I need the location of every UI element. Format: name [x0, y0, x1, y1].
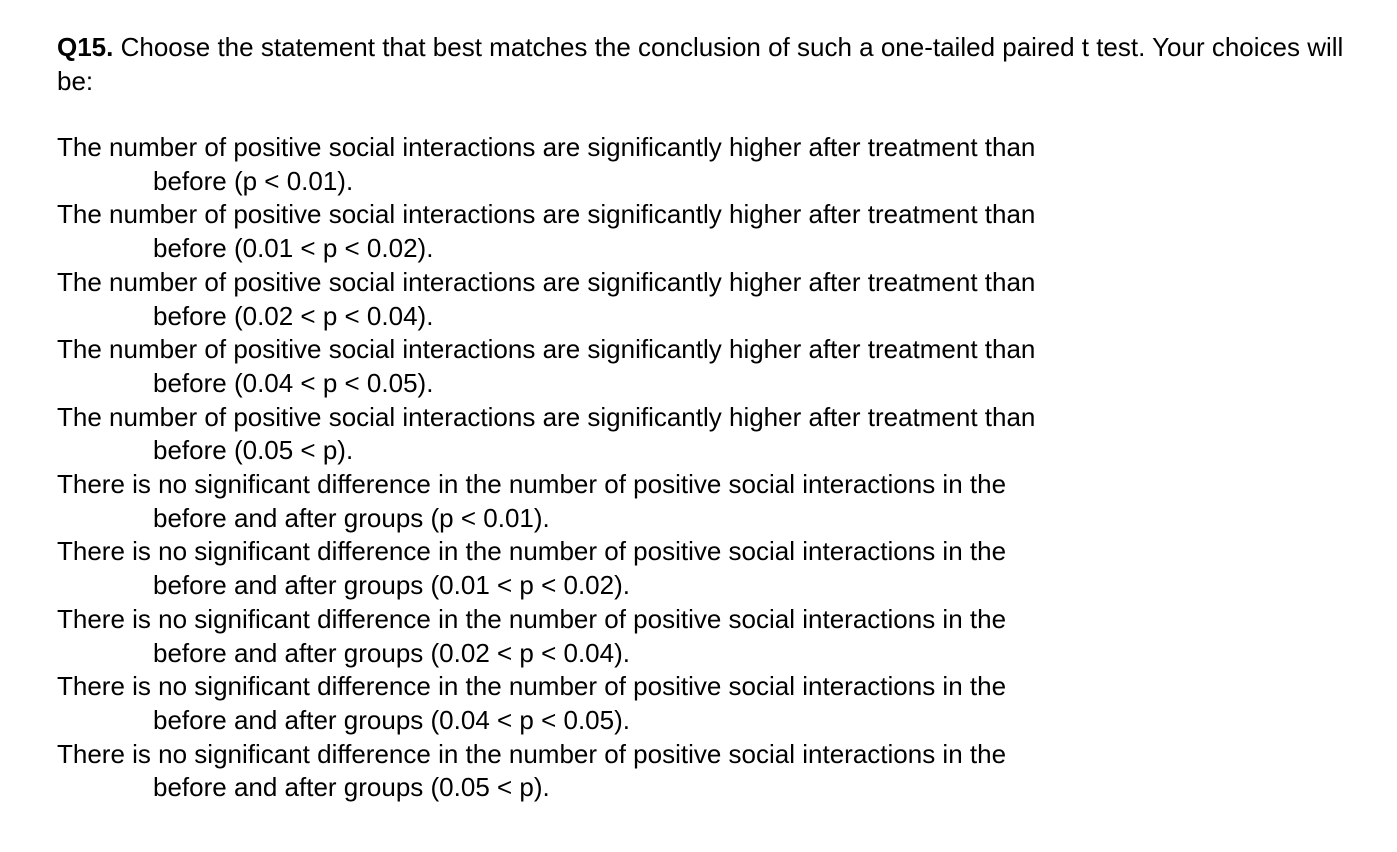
choice-item [57, 670, 1263, 737]
choice-line-2: before and after groups (0.01 < p < 0.02). [153, 570, 630, 601]
choice-line-2: before (0.04 < p < 0.05). [153, 367, 434, 398]
question-prompt: Choose the statement that best matches the conclusion of such a one-tailed paired t test. Your choices will be: [57, 32, 1344, 96]
choice-item [57, 738, 1263, 805]
choice-line-2: before (p < 0.01). [153, 165, 354, 196]
choice-item [57, 603, 1263, 670]
choice-line-1: There is no significant difference in the number of positive social interactions in the [57, 738, 1007, 769]
document-page [57, 30, 1377, 805]
choice-line-1: There is no significant difference in the number of positive social interactions in the [57, 536, 1007, 567]
choice-line-1: There is no significant difference in the number of positive social interactions in the [57, 603, 1007, 634]
choice-line-2: before (0.02 < p < 0.04). [153, 300, 434, 331]
choice-line-1: The number of positive social interactions are significantly higher after treatment than [57, 334, 1036, 365]
choice-item [57, 535, 1263, 602]
choice-line-1: There is no significant difference in the number of positive social interactions in the [57, 671, 1007, 702]
choice-line-1: The number of positive social interactions are significantly higher after treatment than [57, 132, 1036, 162]
choice-line-1: There is no significant difference in the number of positive social interactions in the [57, 469, 1007, 500]
choice-item [57, 468, 1263, 535]
question-number: Q15. [57, 32, 114, 62]
question-text [57, 30, 1377, 98]
choice-line-2: before (0.05 < p). [153, 435, 354, 466]
choice-item [57, 333, 1263, 400]
choice-item [57, 401, 1263, 468]
choice-line-2: before and after groups (0.05 < p). [153, 772, 550, 803]
choice-line-1: The number of positive social interactions are significantly higher after treatment than [57, 266, 1036, 297]
choice-item [57, 266, 1263, 333]
choice-item [57, 198, 1263, 265]
choice-list [57, 131, 1377, 805]
choice-line-2: before and after groups (0.04 < p < 0.05). [153, 704, 630, 735]
choice-line-2: before and after groups (0.02 < p < 0.04). [153, 637, 630, 668]
choice-line-1: The number of positive social interactions are significantly higher after treatment than [57, 401, 1036, 432]
choice-line-1: The number of positive social interactions are significantly higher after treatment than [57, 199, 1036, 230]
choice-line-2: before (0.01 < p < 0.02). [153, 233, 434, 264]
choice-item [57, 131, 1263, 198]
choice-line-2: before and after groups (p < 0.01). [153, 502, 550, 533]
